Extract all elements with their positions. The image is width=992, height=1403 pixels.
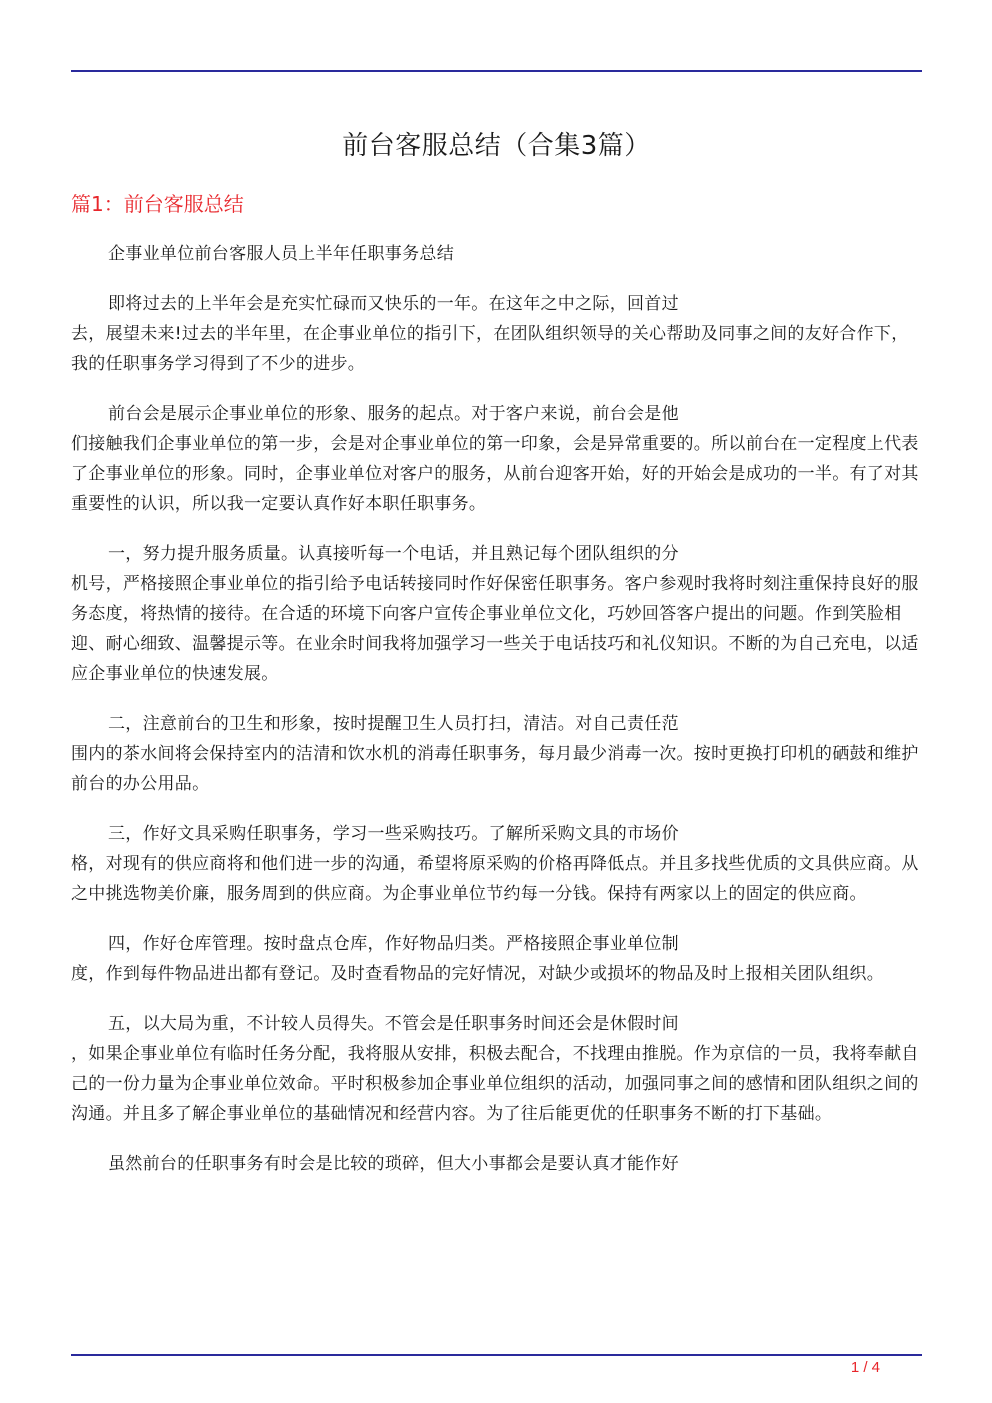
header-rule bbox=[71, 70, 922, 72]
paragraph bbox=[71, 709, 922, 799]
paragraph bbox=[71, 399, 922, 519]
paragraph-subtitle bbox=[71, 239, 922, 269]
document-body bbox=[71, 239, 922, 1199]
paragraph bbox=[71, 819, 922, 909]
paragraph-lead: 即将过去的上半年会是充实忙碌而又快乐的一年。在这年之中之际，回首过 bbox=[108, 294, 679, 314]
page-number: 1 / 4 bbox=[850, 1359, 880, 1376]
paragraph-lead: 二，注意前台的卫生和形象，按时提醒卫生人员打扫，清洁。对自己责任范 bbox=[108, 714, 679, 734]
paragraph-rest: 们接触我们企事业单位的第一步，会是对企事业单位的第一印象，会是异常重要的。所以前台在一定程度上代表了企事业单位的形象。同时，企事业单位对客户的服务，从前台迎客开始，好的开始会是成功的一半。有了对其重要性的认识，所以我一定要认真作好本职任职事务。 bbox=[71, 434, 919, 514]
paragraph bbox=[71, 539, 922, 689]
paragraph-rest: 围内的茶水间将会保持室内的洁清和饮水机的消毒任职事务，每月最少消毒一次。按时更换打印机的硒鼓和维护前台的办公用品。 bbox=[71, 744, 919, 794]
paragraph-rest: 格，对现有的供应商将和他们进一步的沟通，希望将原采购的价格再降低点。并且多找些优质的文具供应商。从之中挑选物美价廉，服务周到的供应商。为企事业单位节约每一分钱。保持有两家以上的固定的供应商。 bbox=[71, 854, 919, 904]
paragraph-rest: 机号，严格接照企事业单位的指引给予电话转接同时作好保密任职事务。客户参观时我将时刻注重保持良好的服务态度，将热情的接待。在合适的环境下向客户宣传企事业单位文化，巧妙回答客户提出的问题。作到笑脸相迎、耐心细致、温馨提示等。在业余时间我将加强学习一些关于电话技巧和礼仪知识。不断的为自己充电，以适应企事业单位的快速发展。 bbox=[71, 574, 919, 684]
paragraph-lead: 四，作好仓库管理。按时盘点仓库，作好物品归类。严格接照企事业单位制 bbox=[108, 934, 679, 954]
paragraph-rest: ，如果企事业单位有临时任务分配，我将服从安排，积极去配合，不找理由推脱。作为京信的一员，我将奉献自己的一份力量为企事业单位效命。平时积极参加企事业单位组织的活动，加强同事之间的感情和团队组织之间的沟通。并且多了解企事业单位的基础情况和经营内容。为了往后能更优的任职事务不断的打下基础。 bbox=[71, 1044, 919, 1124]
paragraph bbox=[71, 289, 922, 379]
paragraph bbox=[71, 1009, 922, 1129]
paragraph bbox=[71, 929, 922, 989]
paragraph-text: 虽然前台的任职事务有时会是比较的琐碎，但大小事都会是要认真才能作好 bbox=[108, 1154, 679, 1174]
paragraph bbox=[71, 1149, 922, 1179]
paragraph-lead: 一，努力提升服务质量。认真接听每一个电话，并且熟记每个团队组织的分 bbox=[108, 544, 679, 564]
section-heading: 篇1：前台客服总结 bbox=[71, 192, 244, 216]
document-title: 前台客服总结（合集3篇） bbox=[342, 131, 651, 161]
paragraph-lead: 五，以大局为重，不计较人员得失。不管会是任职事务时间还会是休假时间 bbox=[108, 1014, 679, 1034]
paragraph-lead: 前台会是展示企事业单位的形象、服务的起点。对于客户来说，前台会是他 bbox=[108, 404, 679, 424]
paragraph-rest: 去，展望未来!过去的半年里，在企事业单位的指引下，在团队组织领导的关心帮助及同事之间的友好合作下，我的任职事务学习得到了不少的进步。 bbox=[71, 324, 909, 374]
footer-rule bbox=[71, 1354, 922, 1356]
paragraph-rest: 度，作到每件物品进出都有登记。及时查看物品的完好情况，对缺少或损坏的物品及时上报相关团队组织。 bbox=[71, 964, 885, 984]
paragraph-lead: 三，作好文具采购任职事务，学习一些采购技巧。了解所采购文具的市场价 bbox=[108, 824, 679, 844]
paragraph-text: 企事业单位前台客服人员上半年任职事务总结 bbox=[108, 244, 454, 264]
